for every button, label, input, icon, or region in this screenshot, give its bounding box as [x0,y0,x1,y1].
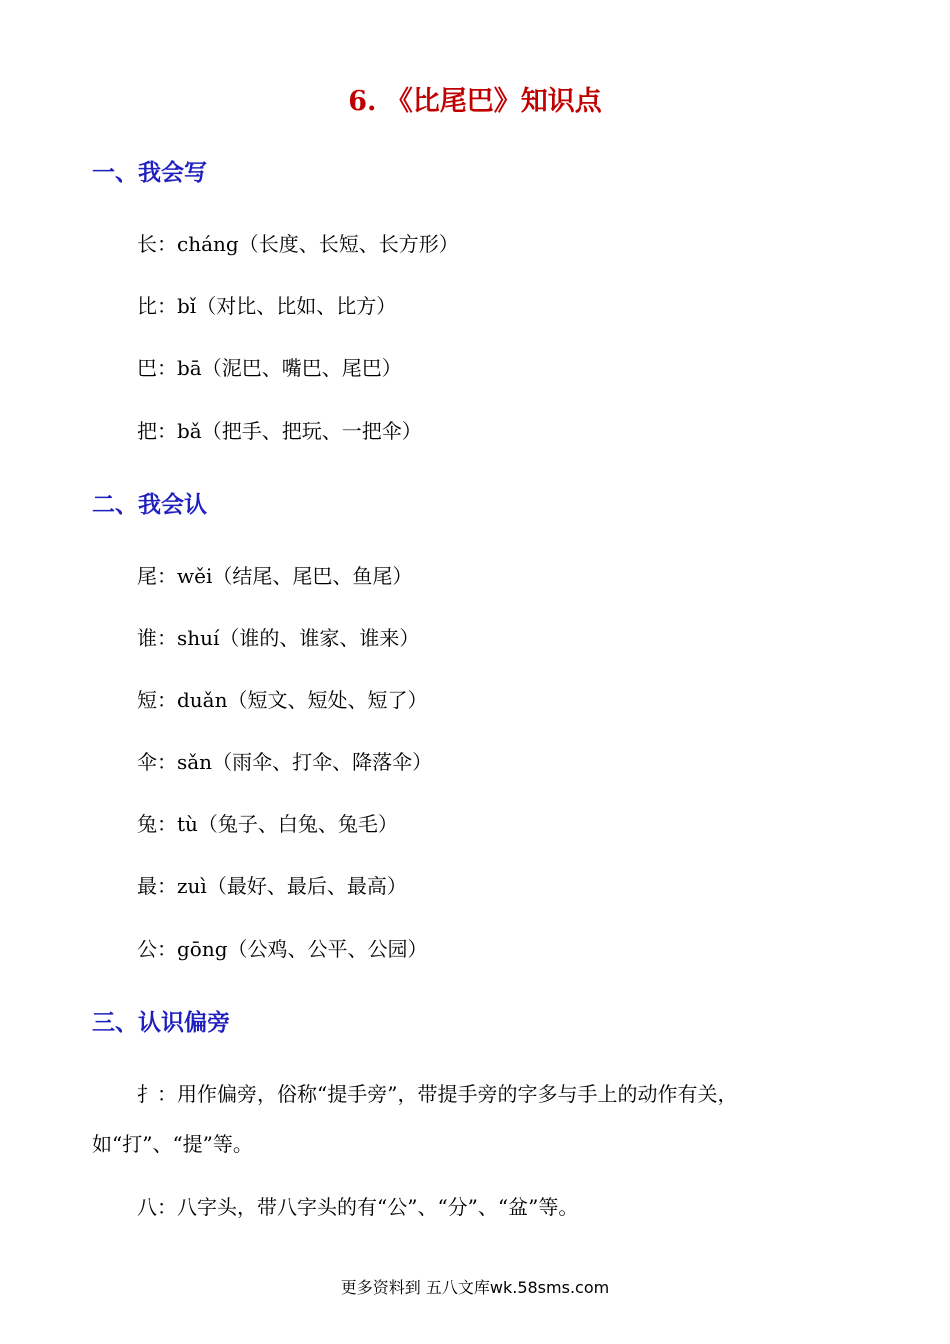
section-heading-recognize: 二、我会认 [92,492,207,518]
write-entry: 长：cháng（长度、长短、长方形） [137,232,459,256]
footer-text: 更多资料到 五八文库wk.58sms.com [340,1278,610,1297]
recognize-entry: 伞：sǎn（雨伞、打伞、降落伞） [137,750,433,774]
radical-paragraph: 八：八字头，带八字头的有“公”、“分”、“盆”等。 [137,1195,579,1219]
write-entry: 巴：bā（泥巴、嘴巴、尾巴） [137,356,402,380]
write-entry: 把：bǎ（把手、把玩、一把伞） [137,419,422,443]
recognize-entry: 谁：shuí（谁的、谁家、谁来） [137,626,420,650]
recognize-entry: 短：duǎn（短文、短处、短了） [137,688,428,712]
recognize-entry: 兔：tù（兔子、白兔、兔毛） [137,812,398,836]
write-entry: 比：bǐ（对比、比如、比方） [137,294,397,318]
recognize-entry: 最：zuì（最好、最后、最高） [137,874,407,898]
page-title: 6. 《比尾巴》知识点 [348,86,602,117]
section-heading-write: 一、我会写 [92,160,207,186]
recognize-entry: 尾：wěi（结尾、尾巴、鱼尾） [137,564,413,588]
section-heading-radicals: 三、认识偏旁 [92,1010,230,1036]
recognize-entry: 公：gōng（公鸡、公平、公园） [137,937,428,961]
radical-paragraph: 扌：用作偏旁，俗称“提手旁”，带提手旁的字多与手上的动作有关，如“打”、“提”等。 [92,1082,738,1156]
